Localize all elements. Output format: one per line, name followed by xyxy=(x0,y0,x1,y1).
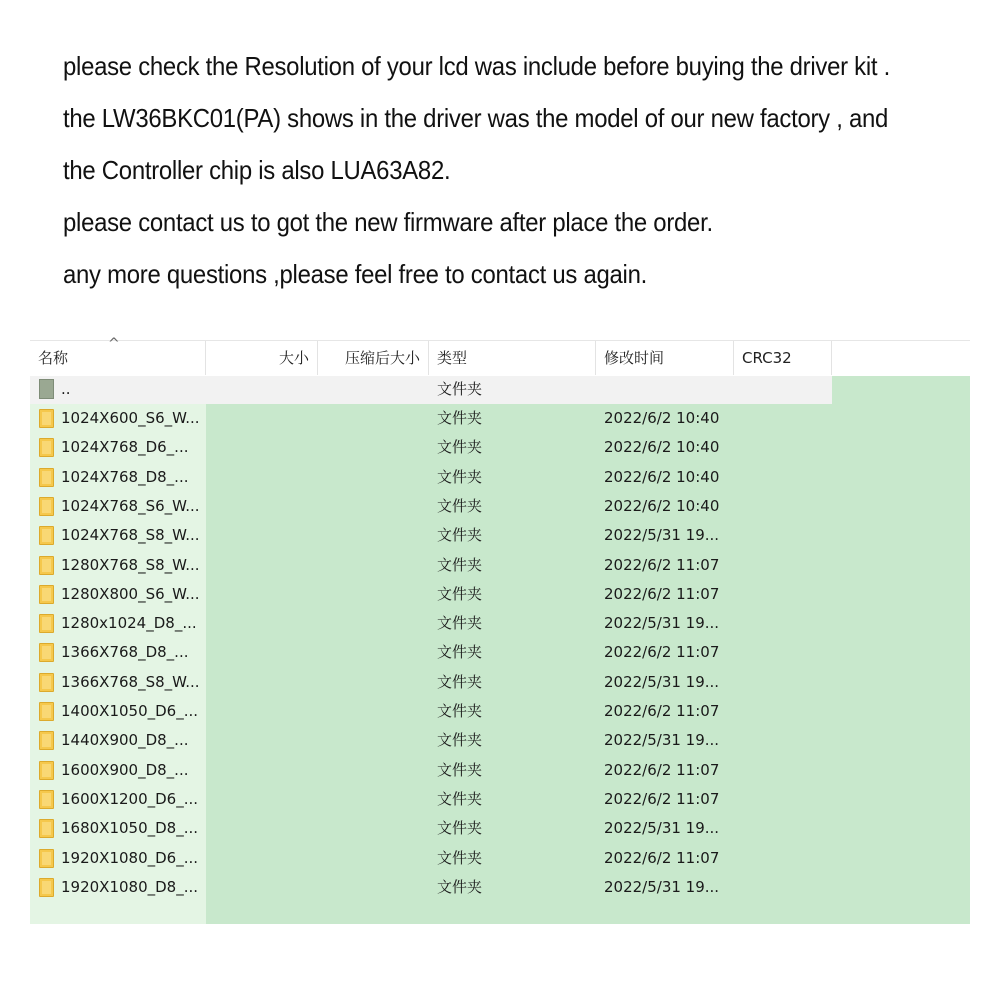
file-type: 文件夹 xyxy=(437,643,483,662)
column-header-type[interactable] xyxy=(429,341,596,375)
file-row[interactable] xyxy=(30,873,970,902)
file-modified: 2022/6/2 11:07 xyxy=(604,848,720,867)
parent-folder-icon xyxy=(39,379,54,399)
column-header-name-label: 名称 xyxy=(38,349,69,367)
file-name: 1680X1050_D8_... xyxy=(61,819,199,838)
folder-icon xyxy=(39,585,54,604)
notice-line: please contact us to got the new firmware after place the order. xyxy=(63,207,713,237)
file-modified: 2022/6/2 11:07 xyxy=(604,584,720,603)
column-header-crc32-label: CRC32 xyxy=(742,349,792,367)
file-name: 1024X768_S8_W... xyxy=(61,526,200,545)
file-row[interactable] xyxy=(30,433,970,462)
folder-icon xyxy=(39,556,54,575)
file-modified: 2022/6/2 11:07 xyxy=(604,643,720,662)
file-type: 文件夹 xyxy=(437,731,483,750)
file-row[interactable] xyxy=(30,609,970,638)
folder-icon xyxy=(39,673,54,692)
column-header-modified-label: 修改时间 xyxy=(604,349,665,367)
file-type: 文件夹 xyxy=(437,526,483,545)
file-name: 1366X768_D8_... xyxy=(61,643,189,662)
file-row[interactable] xyxy=(30,492,970,521)
file-name: 1024X768_D8_... xyxy=(61,467,189,486)
column-header-packed-size[interactable] xyxy=(318,341,429,375)
notice-line: the LW36BKC01(PA) shows in the driver was the model of our new factory , and xyxy=(63,103,889,133)
file-modified: 2022/5/31 19... xyxy=(604,819,720,838)
file-name: 1024X768_D6_... xyxy=(61,438,189,457)
column-header-size[interactable] xyxy=(206,341,318,375)
folder-icon xyxy=(39,497,54,516)
file-type: 文件夹 xyxy=(437,877,483,896)
file-name: 1280X800_S6_W... xyxy=(61,584,200,603)
file-name: 1600X900_D8_... xyxy=(61,760,189,779)
file-type: 文件夹 xyxy=(437,760,483,779)
file-row[interactable] xyxy=(30,463,970,492)
sort-ascending-icon: ^ xyxy=(108,336,120,352)
notice-line: please check the Resolution of your lcd was include before buying the driver kit . xyxy=(63,51,891,81)
file-modified: 2022/5/31 19... xyxy=(604,877,720,896)
column-header-modified[interactable] xyxy=(596,341,734,375)
file-modified: 2022/6/2 11:07 xyxy=(604,789,720,808)
file-row[interactable] xyxy=(30,726,970,755)
column-header-crc32[interactable] xyxy=(734,341,832,375)
file-name: 1600X1200_D6_... xyxy=(61,789,199,808)
folder-icon xyxy=(39,526,54,545)
file-row[interactable] xyxy=(30,638,970,667)
file-name: 1024X768_S6_W... xyxy=(61,496,200,515)
file-type: 文件夹 xyxy=(437,614,483,633)
folder-icon xyxy=(39,878,54,897)
folder-icon xyxy=(39,702,54,721)
notice-line: any more questions ,please feel free to contact us again. xyxy=(63,259,647,289)
column-header-bar xyxy=(30,336,970,376)
file-type: 文件夹 xyxy=(437,438,483,457)
file-list xyxy=(30,336,970,924)
column-header-packed-size-label: 压缩后大小 xyxy=(344,349,420,367)
folder-icon xyxy=(39,438,54,457)
file-type: 文件夹 xyxy=(437,467,483,486)
file-row[interactable] xyxy=(30,844,970,873)
file-modified: 2022/5/31 19... xyxy=(604,731,720,750)
file-type: 文件夹 xyxy=(437,555,483,574)
file-type: 文件夹 xyxy=(437,380,483,398)
file-row[interactable] xyxy=(30,521,970,550)
file-row[interactable] xyxy=(30,785,970,814)
folder-icon xyxy=(39,614,54,633)
column-header-name[interactable] xyxy=(30,336,206,375)
file-type: 文件夹 xyxy=(437,584,483,603)
file-modified: 2022/5/31 19... xyxy=(604,672,720,691)
column-header-size-label: 大小 xyxy=(278,349,309,367)
file-row[interactable] xyxy=(30,551,970,580)
file-type: 文件夹 xyxy=(437,702,483,720)
file-name: 1920X1080_D8_... xyxy=(61,877,199,896)
file-modified: 2022/5/31 19... xyxy=(604,526,720,545)
file-modified: 2022/6/2 10:40 xyxy=(604,467,720,486)
folder-icon xyxy=(39,819,54,838)
file-modified: 2022/6/2 10:40 xyxy=(604,496,720,515)
file-row[interactable] xyxy=(30,668,970,697)
file-type: 文件夹 xyxy=(437,848,483,867)
folder-icon xyxy=(39,790,54,809)
file-row[interactable] xyxy=(30,404,970,433)
folder-icon xyxy=(39,731,54,750)
folder-icon xyxy=(39,409,54,428)
file-type: 文件夹 xyxy=(437,496,483,515)
file-name: 1024X600_S6_W... xyxy=(61,409,200,427)
parent-folder-row[interactable] xyxy=(30,375,970,404)
file-modified: 2022/5/31 19... xyxy=(604,614,720,633)
file-type: 文件夹 xyxy=(437,409,483,427)
file-name: .. xyxy=(61,380,71,398)
file-modified: 2022/6/2 11:07 xyxy=(604,555,720,574)
file-modified: 2022/6/2 10:40 xyxy=(604,409,720,427)
file-name: 1920X1080_D6_... xyxy=(61,848,199,867)
file-name: 1440X900_D8_... xyxy=(61,731,189,750)
file-row[interactable] xyxy=(30,814,970,843)
column-header-type-label: 类型 xyxy=(437,349,468,367)
file-name: 1280X768_S8_W... xyxy=(61,555,200,574)
file-type: 文件夹 xyxy=(437,672,483,691)
folder-icon xyxy=(39,761,54,780)
file-name: 1366X768_S8_W... xyxy=(61,672,200,691)
notice-text xyxy=(63,40,988,300)
folder-icon xyxy=(39,468,54,487)
file-type: 文件夹 xyxy=(437,789,483,808)
file-row[interactable] xyxy=(30,697,970,726)
folder-icon xyxy=(39,849,54,868)
file-modified: 2022/6/2 11:07 xyxy=(604,702,720,720)
file-modified: 2022/6/2 10:40 xyxy=(604,438,720,457)
file-type: 文件夹 xyxy=(437,819,483,838)
file-row[interactable] xyxy=(30,580,970,609)
file-name: 1400X1050_D6_... xyxy=(61,702,199,720)
notice-line: the Controller chip is also LUA63A82. xyxy=(63,155,451,185)
file-name: 1280x1024_D8_... xyxy=(61,614,197,633)
folder-icon xyxy=(39,643,54,662)
file-modified: 2022/6/2 11:07 xyxy=(604,760,720,779)
file-row[interactable] xyxy=(30,756,970,785)
